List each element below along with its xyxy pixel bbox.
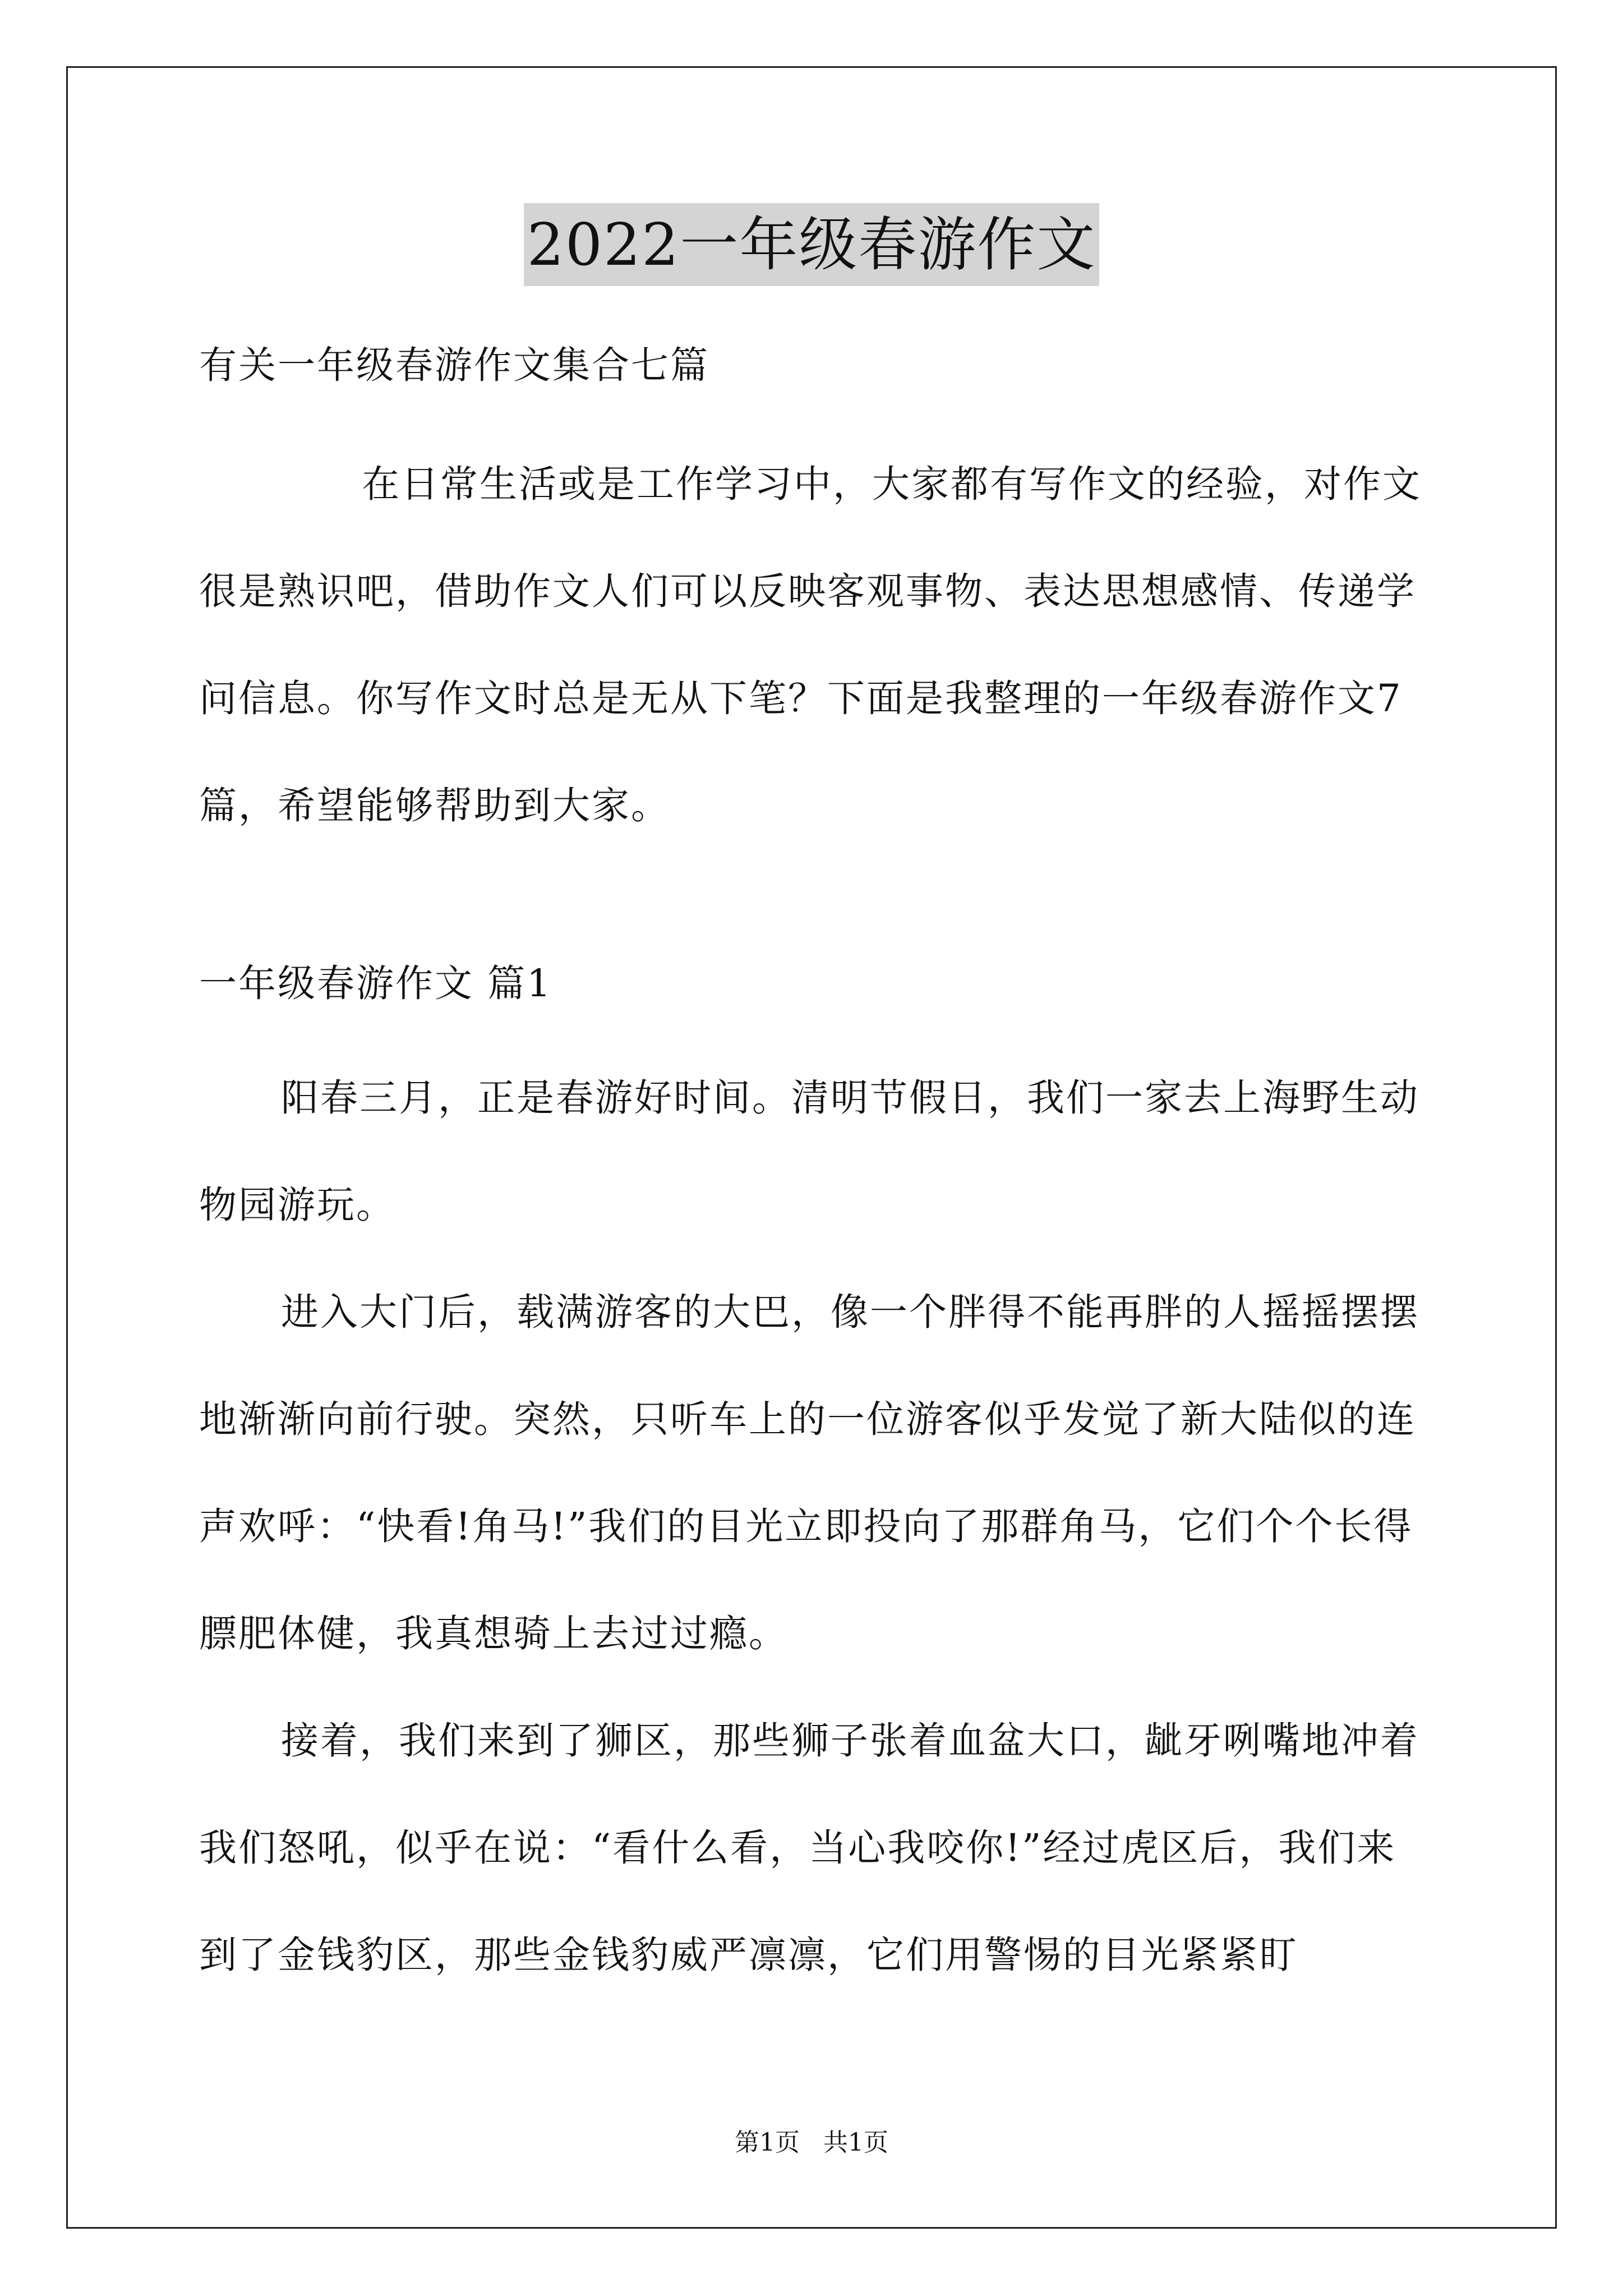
- intro-paragraph: 在日常生活或是工作学习中，大家都有写作文的经验，对作文很是熟识吧，借助作文人们可以反映客观事物、表达思想感情、传递学问信息。你写作文时总是无从下笔？下面是我整理的一年级春游作文7篇，希望能够帮助到大家。: [199, 462, 1422, 827]
- document-subtitle: 有关一年级春游作文集合七篇: [199, 343, 709, 387]
- essay-body: [199, 1045, 1427, 2009]
- page-total: 共1页: [823, 2128, 888, 2157]
- essay-paragraph: 接着，我们来到了狮区，那些狮子张着血盆大口，龇牙咧嘴地冲着我们怒吼，似乎在说：“看什么看，当心我咬你!”经过虎区后，我们来到了金钱豹区，那些金钱豹威严凛凛，它们用警惕的目光紧紧盯: [199, 1719, 1419, 1977]
- page-footer: [0, 2126, 1623, 2160]
- page-title: 2022一年级春游作文: [524, 203, 1100, 286]
- essay-paragraph: 阳春三月，正是春游好时间。清明节假日，我们一家去上海野生动物园游玩。: [199, 1076, 1419, 1227]
- section-heading: 一年级春游作文 篇1: [199, 961, 552, 1005]
- essay-paragraph: 进入大门后，载满游客的大巴，像一个胖得不能再胖的人摇摇摆摆地渐渐向前行驶。突然，只听车上的一位游客似乎发觉了新大陆似的连声欢呼：“快看!角马!”我们的目光立即投向了那群角马，它们个个长得膘肥体健，我真想骑上去过过瘾。: [199, 1290, 1419, 1655]
- page-number: 第1页: [735, 2128, 800, 2157]
- title-container: [0, 203, 1623, 286]
